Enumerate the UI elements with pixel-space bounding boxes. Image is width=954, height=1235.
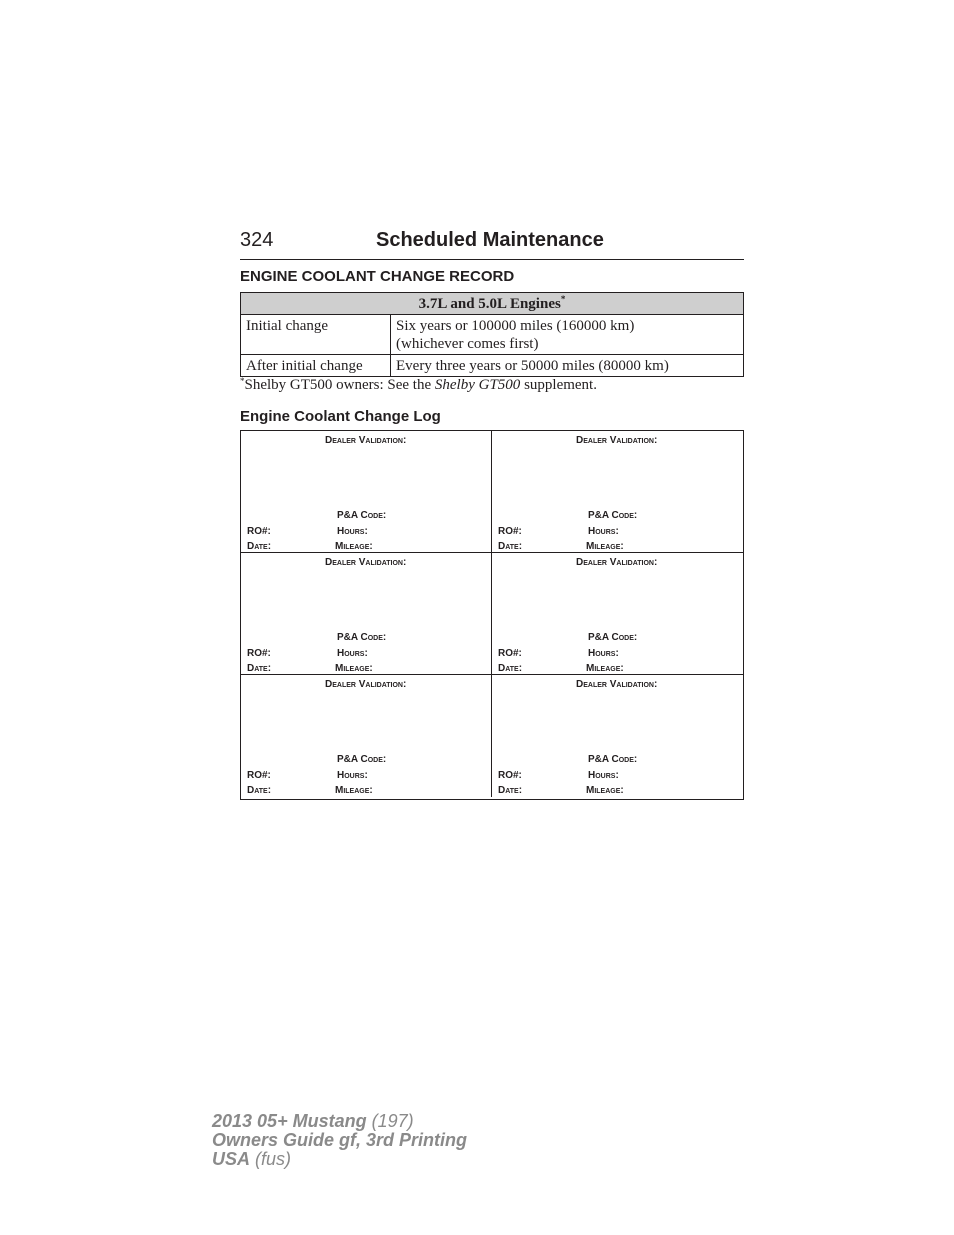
section-heading: ENGINE COOLANT CHANGE RECORD	[240, 268, 515, 285]
footnote-marker: *	[240, 376, 245, 386]
footnote-marker: *	[560, 294, 566, 304]
mileage-label: Mileage:	[335, 785, 373, 796]
dealer-validation-label: Dealer Validation:	[576, 557, 658, 568]
table-header-row	[241, 293, 744, 315]
ro-number-label: RO#:	[498, 648, 522, 659]
footnote	[240, 377, 597, 394]
log-entry-cell	[492, 553, 743, 675]
date-label: Date:	[247, 785, 272, 796]
ro-number-label: RO#:	[498, 770, 522, 781]
pa-code-label: P&A Code:	[588, 632, 638, 643]
row-label: Initial change	[241, 315, 391, 355]
dealer-validation-label: Dealer Validation:	[325, 435, 407, 446]
footer-guide: Owners Guide gf, 3rd Printing	[212, 1130, 468, 1150]
footer-market-code: (fus)	[250, 1149, 292, 1169]
row-label: After initial change	[241, 355, 391, 377]
log-entry-cell	[241, 431, 492, 553]
footnote-italic: Shelby GT500	[434, 377, 521, 393]
date-label: Date:	[247, 541, 272, 552]
date-label: Date:	[498, 541, 523, 552]
log-heading: Engine Coolant Change Log	[240, 408, 441, 425]
document-footer	[212, 1112, 467, 1169]
footer-model: 2013 05+ Mustang	[212, 1111, 367, 1131]
ro-number-label: RO#:	[247, 648, 271, 659]
mileage-label: Mileage:	[335, 663, 373, 674]
hours-label: Hours:	[337, 770, 368, 781]
hours-label: Hours:	[337, 648, 368, 659]
ro-number-label: RO#:	[247, 526, 271, 537]
page-header	[240, 229, 744, 260]
mileage-label: Mileage:	[586, 663, 624, 674]
footer-market: USA	[212, 1149, 251, 1169]
pa-code-label: P&A Code:	[337, 632, 387, 643]
table-row	[241, 315, 744, 355]
log-entry-cell	[241, 553, 492, 675]
table-header	[241, 293, 744, 315]
row-value: Every three years or 50000 miles (80000 km)	[391, 355, 744, 377]
page-title: Scheduled Maintenance	[376, 229, 604, 251]
pa-code-label: P&A Code:	[588, 754, 638, 765]
footnote-prefix: Shelby GT500 owners: See the	[244, 377, 435, 393]
ro-number-label: RO#:	[498, 526, 522, 537]
mileage-label: Mileage:	[335, 541, 373, 552]
log-entry-cell	[492, 675, 743, 797]
date-label: Date:	[247, 663, 272, 674]
dealer-validation-label: Dealer Validation:	[576, 435, 658, 446]
dealer-validation-label: Dealer Validation:	[325, 679, 407, 690]
hours-label: Hours:	[588, 770, 619, 781]
footer-line	[212, 1131, 467, 1150]
date-label: Date:	[498, 663, 523, 674]
dealer-validation-label: Dealer Validation:	[576, 679, 658, 690]
coolant-change-log-grid	[240, 430, 744, 800]
table-row	[241, 355, 744, 377]
dealer-validation-label: Dealer Validation:	[325, 557, 407, 568]
footer-model-code: (197)	[366, 1111, 414, 1131]
coolant-change-record-table	[240, 292, 744, 377]
hours-label: Hours:	[337, 526, 368, 537]
footnote-suffix: supplement.	[520, 377, 597, 393]
pa-code-label: P&A Code:	[588, 510, 638, 521]
row-value	[391, 315, 744, 355]
table-header-label: 3.7L and 5.0L Engines	[418, 296, 561, 312]
date-label: Date:	[498, 785, 523, 796]
mileage-label: Mileage:	[586, 785, 624, 796]
row-value-line: (whichever comes first)	[396, 336, 539, 352]
row-value-line: Six years or 100000 miles (160000 km)	[396, 318, 635, 334]
pa-code-label: P&A Code:	[337, 510, 387, 521]
footer-line	[212, 1150, 467, 1169]
hours-label: Hours:	[588, 526, 619, 537]
hours-label: Hours:	[588, 648, 619, 659]
page-number: 324	[240, 229, 274, 251]
ro-number-label: RO#:	[247, 770, 271, 781]
pa-code-label: P&A Code:	[337, 754, 387, 765]
mileage-label: Mileage:	[586, 541, 624, 552]
log-entry-cell	[241, 675, 492, 797]
footer-line	[212, 1112, 467, 1131]
log-entry-cell	[492, 431, 743, 553]
